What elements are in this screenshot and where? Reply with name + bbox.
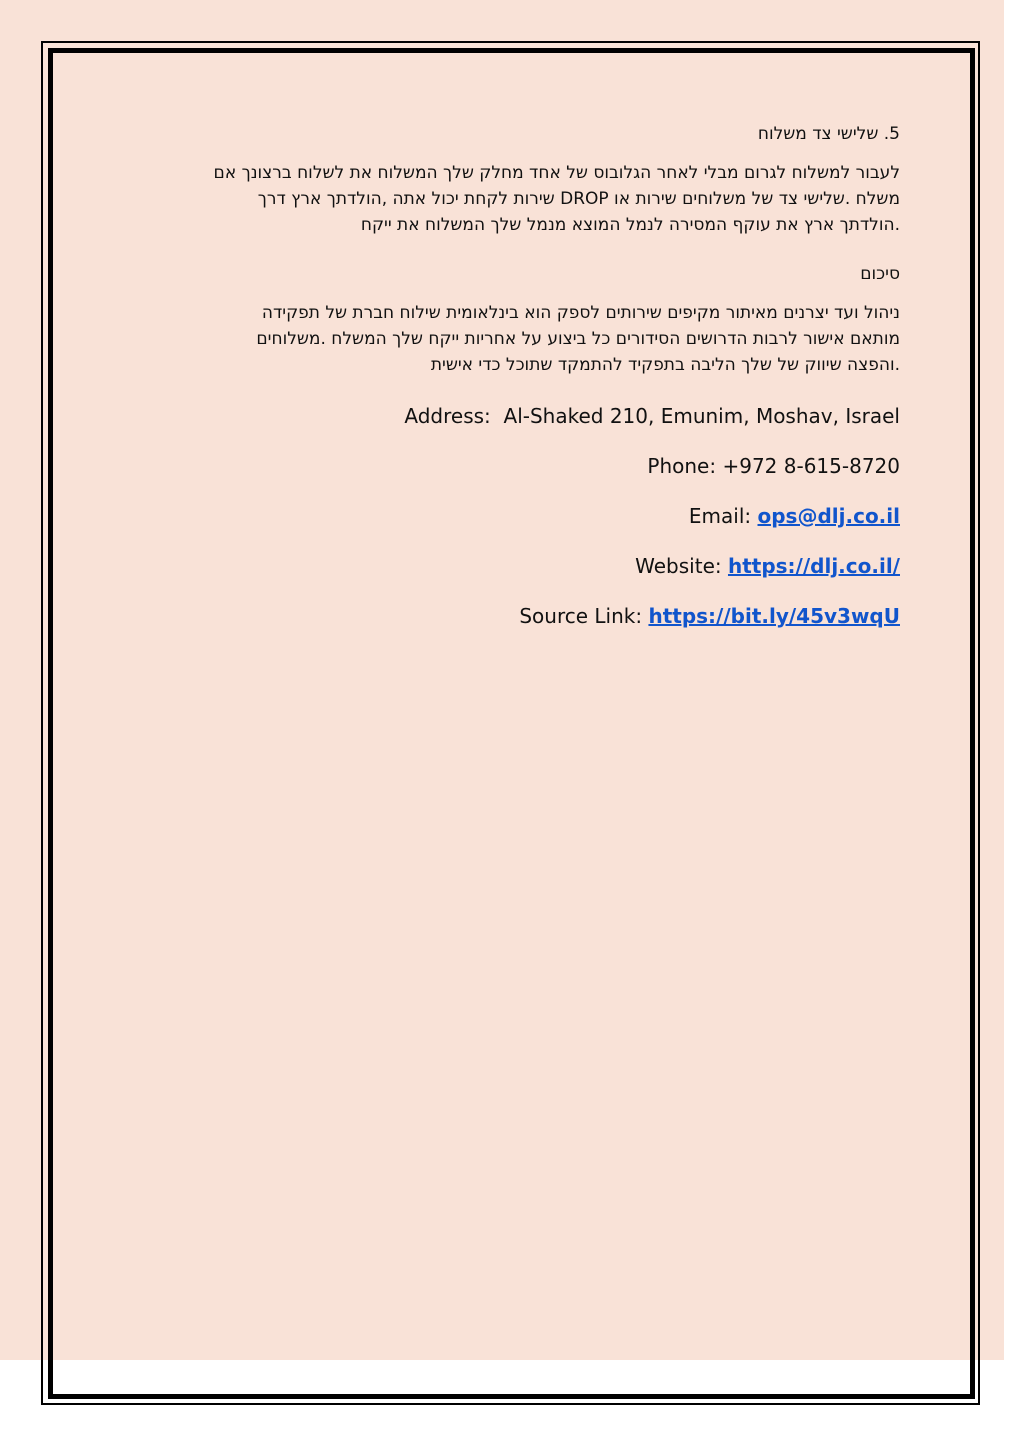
source-link-label: Source Link:: [519, 604, 643, 628]
phone-label: Phone:: [647, 454, 717, 478]
phone-value: +972 8-615-8720: [722, 454, 900, 478]
email-label: Email:: [688, 504, 752, 528]
section-heading-summary: סיכום: [860, 264, 900, 284]
email-link[interactable]: ops@dlj.co.il: [757, 504, 900, 528]
paragraph-line: משלח .שלישי צד של משלוחים שירות או DROP שירות לקחת יכול אתה ,הולדתך ארץ דרך: [257, 189, 900, 209]
paragraph-line: .הולדתך ארץ את עוקף המסירה לנמל המוצא מנמל שלך המשלוח את ייקח: [360, 215, 900, 235]
email-line: [120, 502, 900, 530]
address-line: [120, 402, 900, 430]
source-link[interactable]: https://bit.ly/45v3wqU: [648, 604, 900, 628]
section-heading-third-party-shipping: 5. שלישי צד משלוח: [757, 124, 900, 144]
document-content: [120, 100, 900, 652]
website-line: [120, 552, 900, 580]
address-label: Address:: [404, 404, 491, 428]
source-link-line: [120, 602, 900, 630]
paragraph-third-party-shipping: [120, 160, 900, 238]
address-value: Al-Shaked 210, Emunim, Moshav, Israel: [503, 404, 900, 428]
paragraph-line: .והפצה שיווק של שלך הליבה בתפקיד להתמקד שתוכל כדי אישית: [430, 355, 900, 375]
website-link[interactable]: https://dlj.co.il/: [727, 554, 900, 578]
paragraph-line: ניהול ועד יצרנים מאיתור מקיפים שירותים לספק הוא בינלאומית שילוח חברת של תפקידה: [261, 303, 900, 323]
phone-line: [120, 452, 900, 480]
paragraph-line: לעבור למשלוח לגרום מבלי לאחר הגלובוס של אחד מחלק שלך המשלוח את לשלוח ברצונך אם: [213, 163, 900, 183]
paragraph-line: מותאם אישור לרבות הדרושים הסידורים כל ביצוע על אחריות ייקח שלך המשלח .משלוחים: [256, 329, 900, 349]
paragraph-summary: [120, 300, 900, 378]
website-label: Website:: [635, 554, 722, 578]
